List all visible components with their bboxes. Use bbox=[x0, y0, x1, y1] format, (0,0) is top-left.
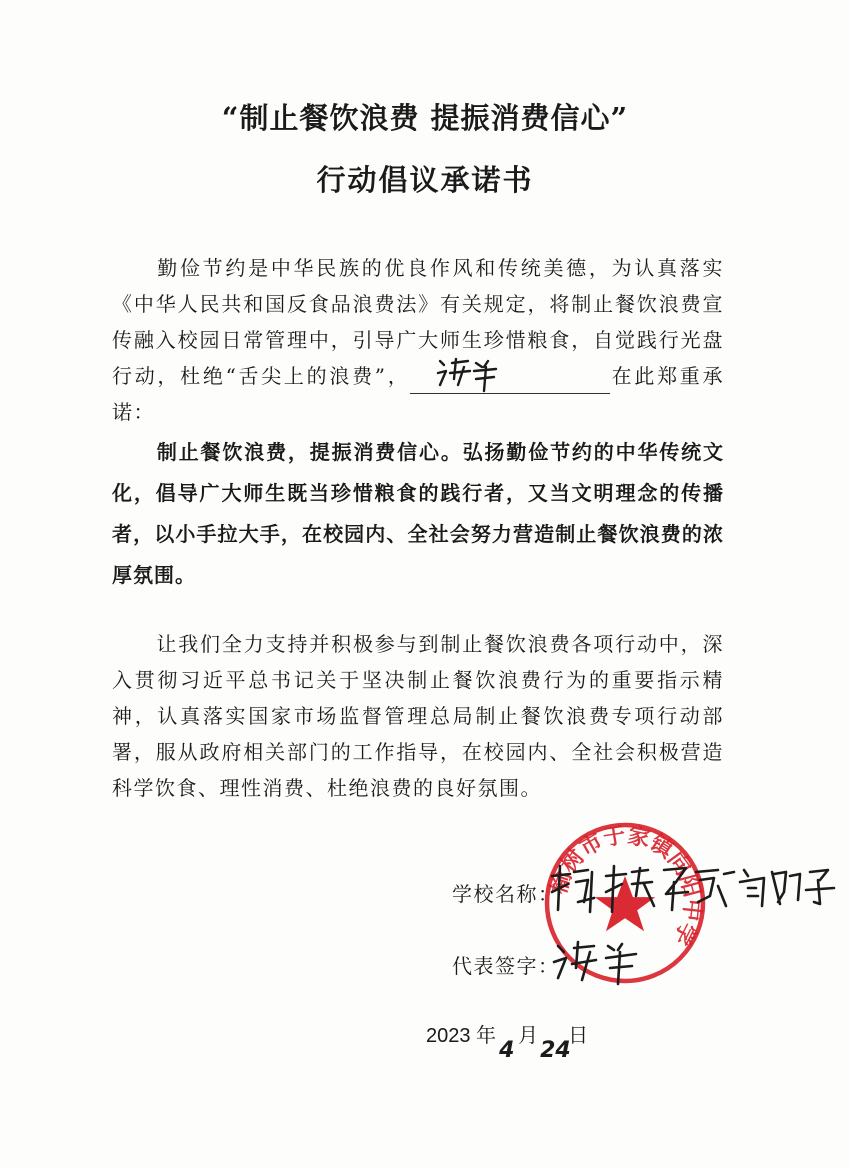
paragraph-call-text: 让我们全力支持并积极参与到制止餐饮浪费各项行动中，深入贯彻习近平总书记关于坚决制止餐饮浪费行为的重要指示精神，认真落实国家市场监督管理总局制止餐饮浪费专项行动部署，服从政府相关部门的工作指导，在校园内、全社会积极营造科学饮食、理性消费、杜绝浪费的良好氛围。 bbox=[112, 632, 724, 800]
document-title-line1: “制止餐饮浪费 提振消费信心” bbox=[221, 101, 629, 135]
school-name-label: 学校名称： bbox=[452, 882, 560, 906]
document-title-line2: 行动倡议承诺书 bbox=[316, 163, 534, 197]
date-year: 2023 年 bbox=[426, 1025, 497, 1047]
handwritten-representative-signature bbox=[548, 938, 668, 988]
paragraph-intro-end: 在此郑重承诺： bbox=[112, 364, 725, 424]
signature-blank bbox=[410, 367, 610, 394]
paragraph-intro bbox=[112, 250, 724, 430]
paragraph-commitment-text: 制止餐饮浪费，提振消费信心。弘扬勤俭节约的中华传统文化，倡导广大师生既当珍惜粮食的践行者，又当文明理念的传播者，以小手拉大手，在校园内、全社会努力营造制止餐饮浪费的浓厚氛围。 bbox=[112, 440, 724, 587]
seal-text: 榆树市于家镇向阳中学 bbox=[545, 822, 706, 950]
paragraph-commitment bbox=[112, 432, 724, 596]
representative-label: 代表签字： bbox=[452, 954, 560, 978]
document-date: 2023 年 4 月 24 日 bbox=[426, 1025, 589, 1063]
date-day-unit: 日 bbox=[568, 1025, 589, 1047]
date-month-unit: 月 bbox=[518, 1025, 539, 1047]
paragraph-intro-text: 勤俭节约是中华民族的优良作风和传统美德，为认真落实《中华人民共和国反食品浪费法》有关规定，将制止餐饮浪费宣传融入校园日常管理中，引导广大师生珍惜粮食，自觉践行光盘行动，杜绝“舌尖上的浪费”， bbox=[112, 256, 724, 388]
paragraph-call bbox=[112, 626, 724, 806]
handwritten-school-name bbox=[548, 862, 838, 922]
handwritten-signature-inline bbox=[410, 353, 520, 393]
